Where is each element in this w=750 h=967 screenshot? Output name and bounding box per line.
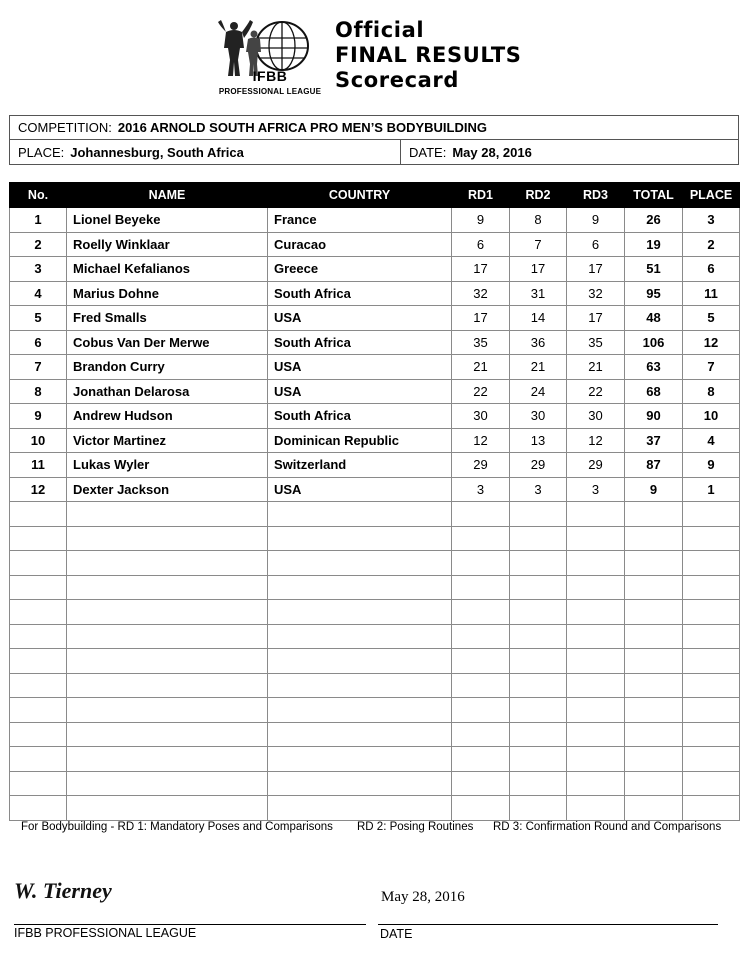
empty-cell bbox=[10, 526, 67, 551]
cell-no: 6 bbox=[10, 330, 67, 355]
cell-place: 3 bbox=[683, 208, 740, 233]
cell-name: Lionel Beyeke bbox=[67, 208, 268, 233]
empty-cell bbox=[683, 502, 740, 527]
empty-cell bbox=[567, 771, 625, 796]
empty-table-row bbox=[10, 502, 740, 527]
empty-cell bbox=[625, 600, 683, 625]
place-value: Johannesburg, South Africa bbox=[70, 145, 244, 160]
empty-cell bbox=[268, 722, 452, 747]
footnote-rd2: RD 2: Posing Routines bbox=[357, 821, 474, 833]
cell-total: 51 bbox=[625, 257, 683, 282]
empty-cell bbox=[567, 526, 625, 551]
empty-cell bbox=[567, 600, 625, 625]
cell-total: 37 bbox=[625, 428, 683, 453]
cell-place: 8 bbox=[683, 379, 740, 404]
cell-no: 12 bbox=[10, 477, 67, 502]
cell-name: Brandon Curry bbox=[67, 355, 268, 380]
cell-total: 90 bbox=[625, 404, 683, 429]
cell-rd3: 35 bbox=[567, 330, 625, 355]
empty-cell bbox=[10, 796, 67, 821]
empty-cell bbox=[268, 796, 452, 821]
footnote-rd1: For Bodybuilding - RD 1: Mandatory Poses and Comparisons bbox=[21, 821, 333, 833]
cell-rd2: 29 bbox=[510, 453, 567, 478]
cell-country: USA bbox=[268, 477, 452, 502]
cell-rd2: 31 bbox=[510, 281, 567, 306]
empty-cell bbox=[683, 600, 740, 625]
table-row bbox=[10, 281, 740, 306]
results-table bbox=[9, 182, 740, 821]
empty-cell bbox=[10, 698, 67, 723]
empty-cell bbox=[510, 698, 567, 723]
cell-rd3: 21 bbox=[567, 355, 625, 380]
cell-total: 68 bbox=[625, 379, 683, 404]
cell-rd3: 30 bbox=[567, 404, 625, 429]
empty-cell bbox=[67, 575, 268, 600]
footnote-rd3: RD 3: Confirmation Round and Comparisons bbox=[493, 821, 722, 833]
cell-country: South Africa bbox=[268, 330, 452, 355]
empty-table-row bbox=[10, 551, 740, 576]
cell-total: 95 bbox=[625, 281, 683, 306]
empty-cell bbox=[510, 747, 567, 772]
empty-cell bbox=[10, 649, 67, 674]
competition-value: 2016 ARNOLD SOUTH AFRICA PRO MEN’S BODYBUILDING bbox=[117, 120, 487, 135]
empty-cell bbox=[683, 551, 740, 576]
cell-place: 5 bbox=[683, 306, 740, 331]
empty-cell bbox=[567, 722, 625, 747]
empty-table-row bbox=[10, 575, 740, 600]
title-line-2: FINAL RESULTS bbox=[335, 43, 522, 67]
cell-country: France bbox=[268, 208, 452, 233]
empty-cell bbox=[67, 551, 268, 576]
cell-country: USA bbox=[268, 306, 452, 331]
empty-cell bbox=[452, 747, 510, 772]
col-header-country: COUNTRY bbox=[268, 183, 452, 208]
cell-rd2: 21 bbox=[510, 355, 567, 380]
empty-cell bbox=[452, 624, 510, 649]
empty-cell bbox=[268, 771, 452, 796]
cell-rd3: 3 bbox=[567, 477, 625, 502]
empty-cell bbox=[683, 673, 740, 698]
col-header-rd3: RD3 bbox=[567, 183, 625, 208]
cell-rd1: 21 bbox=[452, 355, 510, 380]
cell-rd3: 22 bbox=[567, 379, 625, 404]
empty-cell bbox=[10, 502, 67, 527]
empty-table-row bbox=[10, 673, 740, 698]
table-row bbox=[10, 379, 740, 404]
empty-cell bbox=[10, 771, 67, 796]
empty-cell bbox=[67, 722, 268, 747]
logo-league-text: PROFESSIONAL LEAGUE bbox=[218, 87, 322, 96]
empty-cell bbox=[67, 747, 268, 772]
empty-cell bbox=[567, 575, 625, 600]
cell-country: Switzerland bbox=[268, 453, 452, 478]
table-row bbox=[10, 306, 740, 331]
cell-place: 11 bbox=[683, 281, 740, 306]
table-header-row bbox=[10, 183, 740, 208]
table-row bbox=[10, 208, 740, 233]
competition-row bbox=[10, 116, 738, 140]
empty-table-row bbox=[10, 796, 740, 821]
date-line bbox=[378, 924, 718, 925]
empty-cell bbox=[625, 747, 683, 772]
table-row bbox=[10, 404, 740, 429]
cell-rd1: 3 bbox=[452, 477, 510, 502]
cell-name: Victor Martinez bbox=[67, 428, 268, 453]
cell-rd1: 30 bbox=[452, 404, 510, 429]
empty-cell bbox=[510, 771, 567, 796]
cell-name: Marius Dohne bbox=[67, 281, 268, 306]
cell-place: 6 bbox=[683, 257, 740, 282]
empty-cell bbox=[567, 649, 625, 674]
empty-cell bbox=[625, 771, 683, 796]
date-label: DATE: bbox=[409, 145, 447, 160]
cell-rd1: 12 bbox=[452, 428, 510, 453]
empty-cell bbox=[268, 551, 452, 576]
empty-cell bbox=[452, 722, 510, 747]
empty-table-row bbox=[10, 649, 740, 674]
empty-cell bbox=[10, 673, 67, 698]
handwritten-signature bbox=[12, 872, 152, 908]
cell-rd1: 17 bbox=[452, 306, 510, 331]
empty-cell bbox=[10, 722, 67, 747]
empty-cell bbox=[683, 624, 740, 649]
cell-rd3: 17 bbox=[567, 257, 625, 282]
empty-cell bbox=[625, 575, 683, 600]
cell-rd2: 7 bbox=[510, 232, 567, 257]
empty-cell bbox=[567, 673, 625, 698]
cell-rd2: 3 bbox=[510, 477, 567, 502]
cell-rd2: 36 bbox=[510, 330, 567, 355]
empty-cell bbox=[683, 526, 740, 551]
empty-cell bbox=[510, 526, 567, 551]
empty-cell bbox=[567, 551, 625, 576]
empty-table-row bbox=[10, 624, 740, 649]
handwritten-date: May 28, 2016 bbox=[381, 889, 465, 905]
cell-country: Curacao bbox=[268, 232, 452, 257]
empty-cell bbox=[452, 551, 510, 576]
cell-rd1: 9 bbox=[452, 208, 510, 233]
empty-cell bbox=[625, 698, 683, 723]
col-header-rd1: RD1 bbox=[452, 183, 510, 208]
cell-no: 2 bbox=[10, 232, 67, 257]
title-line-1: Official bbox=[335, 18, 425, 42]
empty-cell bbox=[67, 526, 268, 551]
col-header-rd2: RD2 bbox=[510, 183, 567, 208]
cell-place: 10 bbox=[683, 404, 740, 429]
cell-name: Roelly Winklaar bbox=[67, 232, 268, 257]
cell-no: 4 bbox=[10, 281, 67, 306]
empty-table-row bbox=[10, 771, 740, 796]
empty-cell bbox=[625, 649, 683, 674]
empty-table-row bbox=[10, 698, 740, 723]
cell-rd2: 13 bbox=[510, 428, 567, 453]
cell-rd3: 17 bbox=[567, 306, 625, 331]
cell-name: Lukas Wyler bbox=[67, 453, 268, 478]
cell-name: Cobus Van Der Merwe bbox=[67, 330, 268, 355]
empty-cell bbox=[452, 502, 510, 527]
cell-name: Jonathan Delarosa bbox=[67, 379, 268, 404]
title-line-3: Scorecard bbox=[335, 68, 460, 92]
empty-cell bbox=[683, 796, 740, 821]
table-row bbox=[10, 257, 740, 282]
cell-no: 5 bbox=[10, 306, 67, 331]
empty-cell bbox=[683, 649, 740, 674]
page-title bbox=[335, 18, 522, 93]
competition-info-box bbox=[9, 115, 739, 165]
cell-name: Dexter Jackson bbox=[67, 477, 268, 502]
cell-total: 9 bbox=[625, 477, 683, 502]
empty-cell bbox=[510, 551, 567, 576]
empty-cell bbox=[567, 747, 625, 772]
empty-cell bbox=[67, 698, 268, 723]
table-row bbox=[10, 477, 740, 502]
empty-cell bbox=[452, 796, 510, 821]
empty-cell bbox=[268, 526, 452, 551]
cell-rd2: 8 bbox=[510, 208, 567, 233]
empty-cell bbox=[510, 649, 567, 674]
empty-cell bbox=[625, 551, 683, 576]
empty-cell bbox=[10, 624, 67, 649]
cell-rd1: 22 bbox=[452, 379, 510, 404]
empty-cell bbox=[625, 722, 683, 747]
empty-cell bbox=[67, 502, 268, 527]
empty-cell bbox=[452, 673, 510, 698]
empty-cell bbox=[625, 502, 683, 527]
empty-cell bbox=[510, 722, 567, 747]
date-line-label: DATE bbox=[380, 927, 413, 941]
signature-text: W. Tierney bbox=[14, 878, 112, 903]
empty-cell bbox=[625, 796, 683, 821]
cell-rd3: 9 bbox=[567, 208, 625, 233]
logo-ifbb-text: IFBB bbox=[252, 68, 288, 84]
cell-no: 9 bbox=[10, 404, 67, 429]
empty-cell bbox=[10, 551, 67, 576]
col-header-no: No. bbox=[10, 183, 67, 208]
cell-name: Andrew Hudson bbox=[67, 404, 268, 429]
empty-cell bbox=[67, 673, 268, 698]
empty-cell bbox=[510, 673, 567, 698]
cell-country: USA bbox=[268, 355, 452, 380]
cell-country: USA bbox=[268, 379, 452, 404]
empty-cell bbox=[452, 575, 510, 600]
cell-total: 63 bbox=[625, 355, 683, 380]
place-date-row bbox=[10, 140, 738, 165]
cell-place: 4 bbox=[683, 428, 740, 453]
empty-cell bbox=[268, 624, 452, 649]
competition-label: COMPETITION: bbox=[18, 120, 112, 135]
empty-cell bbox=[510, 502, 567, 527]
cell-rd3: 29 bbox=[567, 453, 625, 478]
cell-no: 8 bbox=[10, 379, 67, 404]
cell-rd3: 6 bbox=[567, 232, 625, 257]
empty-cell bbox=[452, 698, 510, 723]
cell-total: 87 bbox=[625, 453, 683, 478]
table-row bbox=[10, 330, 740, 355]
empty-cell bbox=[683, 575, 740, 600]
cell-rd3: 32 bbox=[567, 281, 625, 306]
cell-rd1: 17 bbox=[452, 257, 510, 282]
empty-cell bbox=[268, 747, 452, 772]
empty-cell bbox=[268, 502, 452, 527]
col-header-name: NAME bbox=[67, 183, 268, 208]
empty-cell bbox=[625, 673, 683, 698]
empty-cell bbox=[510, 575, 567, 600]
cell-place: 7 bbox=[683, 355, 740, 380]
cell-no: 11 bbox=[10, 453, 67, 478]
empty-cell bbox=[452, 600, 510, 625]
empty-cell bbox=[510, 796, 567, 821]
empty-cell bbox=[683, 771, 740, 796]
empty-cell bbox=[67, 796, 268, 821]
empty-table-row bbox=[10, 600, 740, 625]
empty-cell bbox=[625, 526, 683, 551]
empty-table-row bbox=[10, 526, 740, 551]
empty-cell bbox=[268, 600, 452, 625]
cell-rd2: 30 bbox=[510, 404, 567, 429]
cell-place: 9 bbox=[683, 453, 740, 478]
cell-no: 3 bbox=[10, 257, 67, 282]
cell-country: Greece bbox=[268, 257, 452, 282]
cell-name: Michael Kefalianos bbox=[67, 257, 268, 282]
empty-cell bbox=[567, 698, 625, 723]
empty-cell bbox=[67, 771, 268, 796]
empty-cell bbox=[567, 796, 625, 821]
empty-cell bbox=[268, 649, 452, 674]
cell-place: 2 bbox=[683, 232, 740, 257]
cell-no: 10 bbox=[10, 428, 67, 453]
empty-cell bbox=[10, 600, 67, 625]
results-body bbox=[10, 208, 740, 821]
empty-cell bbox=[268, 673, 452, 698]
empty-cell bbox=[683, 722, 740, 747]
cell-total: 26 bbox=[625, 208, 683, 233]
cell-no: 1 bbox=[10, 208, 67, 233]
cell-country: South Africa bbox=[268, 404, 452, 429]
cell-total: 19 bbox=[625, 232, 683, 257]
cell-total: 48 bbox=[625, 306, 683, 331]
empty-cell bbox=[683, 698, 740, 723]
empty-table-row bbox=[10, 747, 740, 772]
col-header-total: TOTAL bbox=[625, 183, 683, 208]
cell-rd2: 17 bbox=[510, 257, 567, 282]
table-row bbox=[10, 355, 740, 380]
cell-country: South Africa bbox=[268, 281, 452, 306]
signature-label: IFBB PROFESSIONAL LEAGUE bbox=[14, 926, 197, 940]
empty-cell bbox=[67, 600, 268, 625]
empty-cell bbox=[567, 624, 625, 649]
cell-rd3: 12 bbox=[567, 428, 625, 453]
table-row bbox=[10, 232, 740, 257]
empty-cell bbox=[510, 600, 567, 625]
empty-cell bbox=[567, 502, 625, 527]
cell-no: 7 bbox=[10, 355, 67, 380]
empty-cell bbox=[10, 575, 67, 600]
cell-total: 106 bbox=[625, 330, 683, 355]
cell-rd1: 6 bbox=[452, 232, 510, 257]
empty-cell bbox=[452, 771, 510, 796]
empty-cell bbox=[452, 526, 510, 551]
empty-cell bbox=[10, 747, 67, 772]
date-value: May 28, 2016 bbox=[452, 145, 532, 160]
cell-rd1: 29 bbox=[452, 453, 510, 478]
signature-line bbox=[14, 924, 366, 925]
empty-cell bbox=[268, 575, 452, 600]
scorecard-header bbox=[0, 0, 750, 105]
cell-rd2: 24 bbox=[510, 379, 567, 404]
empty-cell bbox=[452, 649, 510, 674]
table-row bbox=[10, 428, 740, 453]
cell-place: 12 bbox=[683, 330, 740, 355]
cell-rd1: 35 bbox=[452, 330, 510, 355]
empty-table-row bbox=[10, 722, 740, 747]
empty-cell bbox=[67, 649, 268, 674]
table-row bbox=[10, 453, 740, 478]
empty-cell bbox=[625, 624, 683, 649]
empty-cell bbox=[268, 698, 452, 723]
cell-rd2: 14 bbox=[510, 306, 567, 331]
cell-rd1: 32 bbox=[452, 281, 510, 306]
empty-cell bbox=[683, 747, 740, 772]
cell-name: Fred Smalls bbox=[67, 306, 268, 331]
ifbb-logo bbox=[214, 18, 326, 96]
col-header-place: PLACE bbox=[683, 183, 740, 208]
place-label: PLACE: bbox=[18, 145, 65, 160]
cell-country: Dominican Republic bbox=[268, 428, 452, 453]
empty-cell bbox=[510, 624, 567, 649]
cell-place: 1 bbox=[683, 477, 740, 502]
empty-cell bbox=[67, 624, 268, 649]
